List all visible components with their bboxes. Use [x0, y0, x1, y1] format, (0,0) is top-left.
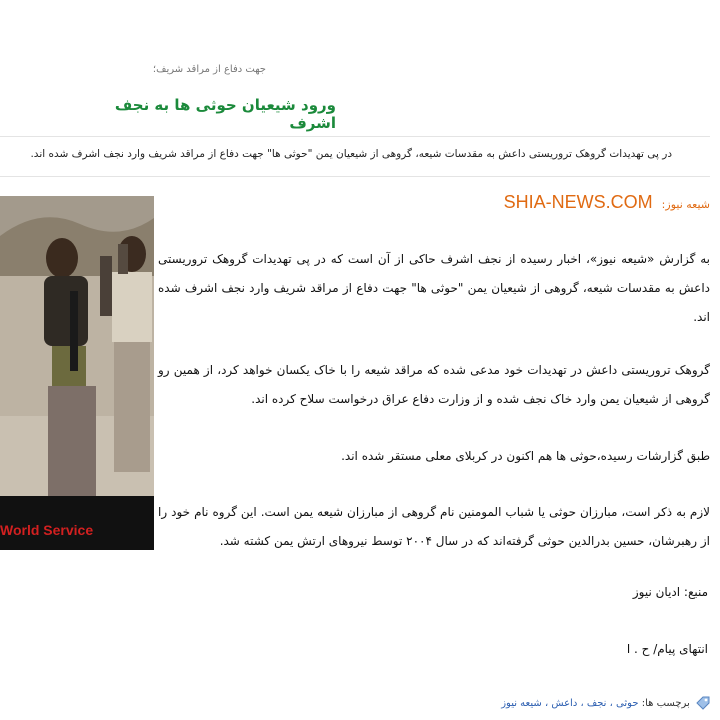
article-lead: در پی تهدیدات گروهک تروریستی داعش به مقدسات شیعه، گروهی از شیعیان یمن "حوثی ها" جهت دفاع از مراقد شریف وارد نجف اشرف شده اند.	[30, 148, 672, 160]
divider-top	[0, 136, 710, 137]
article-paragraph-1: به گزارش «شیعه نیوز»، اخبار رسیده از نجف اشرف حاکی از آن است که در پی تهدیدات گروهک تروریستی داعش به مقدسات شیعه، گروهی از شیعیان یمن "حوثی ها" جهت دفاع از مراقد شریف وارد نجف اشرف شده اند.	[158, 252, 710, 324]
tag-icon	[696, 696, 710, 710]
end-of-message: انتهای پیام/ ح . ا	[626, 642, 708, 656]
site-name[interactable]: SHIA-NEWS.COM	[503, 192, 653, 212]
article-title[interactable]: ورود شیعیان حوثی ها به نجف اشرف	[114, 96, 336, 132]
tags-bar	[501, 696, 710, 710]
article-paragraph-3: طبق گزارشات رسیده،حوثی ها هم اکنون در کربلای معلی مستقر شده اند.	[341, 449, 710, 463]
article-paragraph-4: لازم به ذکر است، مبارزان حوثی یا شباب المومنین نام گروهی از مبارزان شیعه یمن است. این گروه نام خود را از رهبرشان، حسین بدرالدین حوثی گرفته‌اند که در سال ۲۰۰۴ توسط نیروهای ارتش یمن کشته شد.	[158, 505, 710, 548]
site-label: شیعه نیوز:	[661, 198, 710, 211]
tags-links[interactable]: حوثی ، نجف ، داعش ، شیعه نیوز	[501, 698, 639, 709]
divider-bottom	[0, 176, 710, 177]
source-credit: منبع: ادیان نیوز	[632, 585, 708, 599]
article-photo	[0, 196, 154, 550]
kicker: جهت دفاع از مراقد شریف؛	[152, 64, 266, 75]
photo-caption: World Service	[0, 522, 94, 538]
article-paragraph-2: گروهک تروریستی داعش در تهدیدات خود مدعی شده که مراقد شیعه را با خاک یکسان خواهد کرد، از همین رو گروهی از شیعیان یمن وارد خاک نجف شده و از وزارت دفاع عراق درخواست سلاح کرده اند.	[158, 363, 710, 406]
source-line	[500, 192, 710, 213]
tags-label: برچسب ها:	[641, 698, 690, 709]
